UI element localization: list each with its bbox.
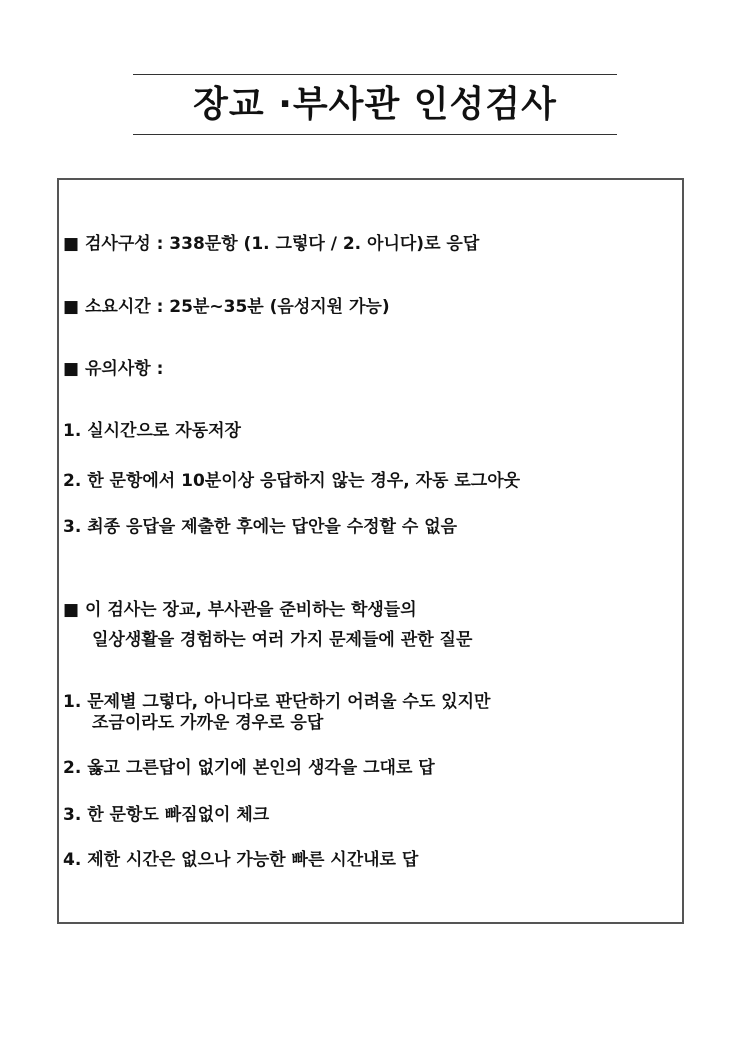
note-item: 3. 최종 응답을 제출한 후에는 답안을 수정할 수 없음	[63, 517, 458, 537]
guide-item: 4. 제한 시간은 없으나 가능한 빠른 시간내로 답	[63, 850, 419, 870]
notes-heading: ■ 유의사항 :	[63, 359, 164, 379]
composition-text: ■ 검사구성 : 338문항 (1. 그렇다 / 2. 아니다)로 응답	[63, 234, 480, 254]
guide-item: 3. 한 문항도 빠짐없이 체크	[63, 805, 270, 825]
page-title: 장교 ·부사관 인성검사	[193, 84, 557, 125]
guide-item-continuation: 조금이라도 가까운 경우로 응답	[92, 713, 324, 733]
note-item: 1. 실시간으로 자동저장	[63, 421, 241, 441]
guide-item: 1. 문제별 그렇다, 아니다로 판단하기 어려울 수도 있지만	[63, 692, 491, 712]
title-top-rule	[133, 74, 617, 75]
duration-text: ■ 소요시간 : 25분~35분 (음성지원 가능)	[63, 297, 390, 317]
guide-item: 2. 옳고 그른답이 없기에 본인의 생각을 그대로 답	[63, 758, 435, 778]
note-item: 2. 한 문항에서 10분이상 응답하지 않는 경우, 자동 로그아웃	[63, 471, 521, 491]
about-text-line1: ■ 이 검사는 장교, 부사관을 준비하는 학생들의	[63, 600, 417, 620]
about-text-line2: 일상생활을 경험하는 여러 가지 문제들에 관한 질문	[92, 630, 473, 650]
title-bottom-rule	[133, 134, 617, 135]
